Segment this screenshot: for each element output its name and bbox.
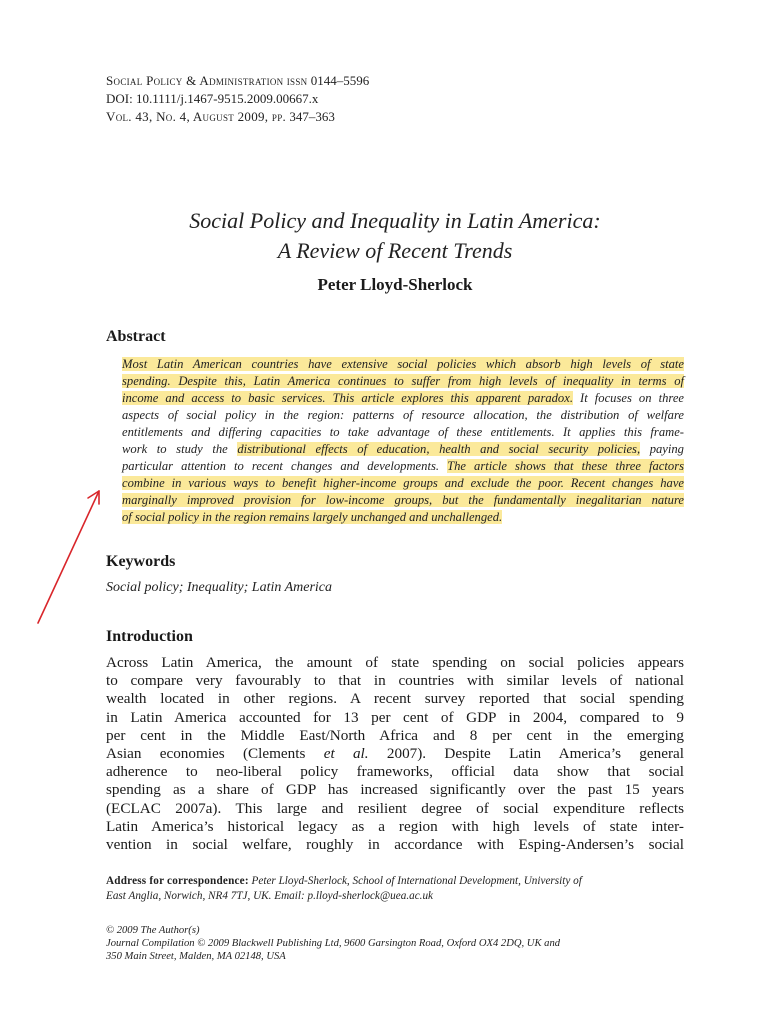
intro-line: in Latin America accounted for 13 per cent of GDP in 2004, compared to 9 <box>106 708 684 726</box>
title-line-1: Social Policy and Inequality in Latin America: <box>189 208 601 233</box>
keywords-text: Social policy; Inequality; Latin America <box>106 580 333 595</box>
intro-line: to compare very favourably to that in countries with similar levels of national <box>106 672 684 690</box>
highlight: The article shows that these three factors <box>447 459 684 473</box>
highlight: combine in various ways to benefit higher-income groups and exclude the poor. Recent changes have <box>122 476 684 490</box>
abstract-line: income and access to basic services. This article explores this apparent paradox. It focuses on three <box>122 391 684 405</box>
keywords-heading: Keywords <box>106 553 176 570</box>
highlight: income and access to basic services. This article explores this apparent paradox. <box>122 391 573 405</box>
copyright-notice: © 2009 The Author(s) Journal Compilation © 2009 Blackwell Publishing Ltd, 9600 Garsington Road, Oxford OX4 2DQ, UK and 350 Main Street, Malden, MA 02148, USA <box>106 925 561 962</box>
title-line-2: A Review of Recent Trends <box>277 238 513 263</box>
journal-doi: DOI: 10.1111/j.1467-9515.2009.00667.x <box>106 91 319 106</box>
abstract-line: work to study the distributional effects of education, health and social security policies, paying <box>122 442 684 456</box>
abstract-heading: Abstract <box>106 328 166 345</box>
journal-issn-line: Social Policy & Administration issn 0144–5596 <box>106 73 370 88</box>
abstract-line: particular attention to recent changes and developments. The article shows that these three factors <box>122 459 684 473</box>
abstract-text <box>122 356 684 526</box>
highlight: marginally improved provision for low-income groups, but the fundamentally inegalitarian nature <box>122 493 684 507</box>
intro-line: Asian economies (Clements et al. 2007). Despite Latin America’s general <box>106 745 684 763</box>
intro-line: (ECLAC 2007a). This large and resilient degree of social expenditure reflects <box>106 799 684 817</box>
intro-line: vention in social welfare, roughly in accordance with Esping-Andersen’s social <box>106 836 684 854</box>
intro-line: per cent in the Middle East/North Africa and 8 per cent in the emerging <box>106 726 684 744</box>
intro-line: adherence to neo-liberal policy frameworks, official data show that social <box>106 763 684 781</box>
abstract-line <box>122 475 684 492</box>
intro-line: Latin America’s historical legacy as a region with high levels of state inter- <box>106 817 684 835</box>
correspondence-label: Address for correspondence: <box>106 875 249 887</box>
journal-meta <box>106 72 369 126</box>
highlight: spending. Despite this, Latin America continues to suffer from high levels of inequality in terms of <box>122 374 684 388</box>
highlight: of social policy in the region remains largely unchanged and unchallenged. <box>122 510 503 524</box>
highlight: distributional effects of education, health and social security policies, <box>237 442 641 456</box>
annotation-arrow-icon <box>30 482 110 632</box>
introduction-heading: Introduction <box>106 628 193 645</box>
journal-volume-line: Vol. 43, No. 4, August 2009, pp. 347–363 <box>106 109 335 124</box>
introduction-text <box>106 654 684 854</box>
intro-line: Across Latin America, the amount of state spending on social policies appears <box>106 654 684 671</box>
abstract-line: entitlements and differing capacities to take advantage of these entitlements. It applies this frame- <box>122 425 684 439</box>
abstract-line: aspects of social policy in the region: patterns of resource allocation, the distribution of welfare <box>122 408 684 422</box>
intro-line: spending as a share of GDP has increased significantly over the past 15 years <box>106 781 684 799</box>
abstract-line <box>122 492 684 509</box>
article-author: Peter Lloyd-Sherlock <box>317 275 473 294</box>
article-title <box>106 206 684 266</box>
abstract-line <box>122 356 684 373</box>
highlight: Most Latin American countries have extensive social policies which absorb high levels of state <box>122 357 684 371</box>
abstract-line <box>122 509 684 526</box>
intro-line: wealth located in other regions. A recent survey reported that social spending <box>106 690 684 708</box>
abstract-line <box>122 373 684 390</box>
correspondence-address: Address for correspondence: Peter Lloyd-Sherlock, School of International Development, University of East Anglia, Norwich, NR4 7TJ, UK. Email: p.lloyd-sherlock@uea.ac.uk <box>106 875 582 902</box>
